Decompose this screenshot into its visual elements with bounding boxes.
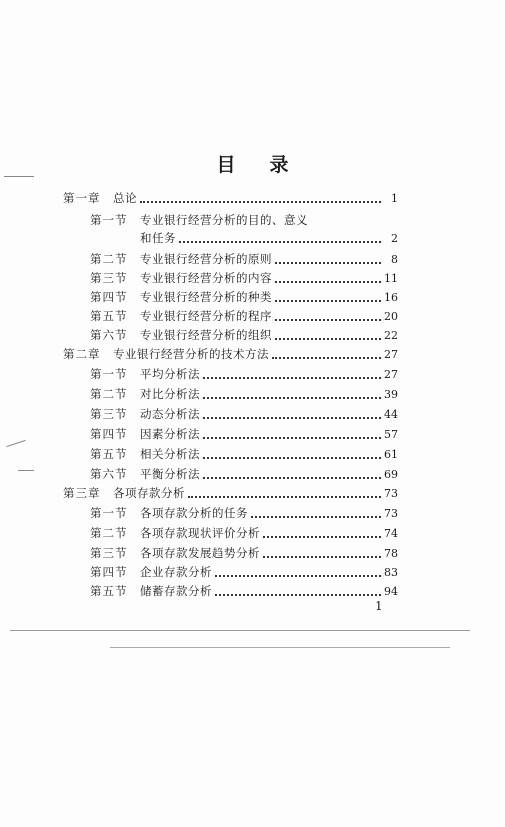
chapter-number: 第二章 (63, 347, 101, 361)
entry-title: 平衡分析法 (140, 467, 200, 481)
toc-section-entry[interactable] (90, 308, 398, 325)
section-number: 第三节 (90, 407, 128, 421)
page-number: 16 (384, 291, 398, 304)
scan-edge-line (110, 647, 450, 648)
section-number: 第一节 (90, 367, 128, 381)
section-number: 第五节 (90, 309, 128, 323)
section-number: 第三节 (90, 546, 128, 560)
leader-dots (275, 280, 381, 283)
scan-mark (18, 470, 34, 471)
page-number: 11 (384, 272, 398, 285)
toc-section-entry[interactable] (90, 327, 398, 344)
entry-title: 专业银行经营分析的种类 (140, 290, 272, 304)
page-number: 2 (391, 232, 398, 245)
leader-dots (179, 240, 381, 243)
entry-title: 动态分析法 (140, 407, 200, 421)
toc-chapter-entry[interactable] (63, 346, 398, 363)
entry-title: 因素分析法 (140, 427, 200, 441)
page-number: 74 (384, 527, 398, 540)
section-number: 第四节 (90, 427, 128, 441)
entry-title: 总论 (113, 191, 137, 205)
section-number: 第一节 (90, 506, 128, 520)
toc-section-entry-continuation[interactable] (140, 230, 398, 247)
leader-dots (140, 200, 381, 203)
page-number: 27 (384, 368, 398, 381)
page-number: 69 (384, 468, 398, 481)
entry-title: 各项存款分析 (113, 486, 185, 500)
leader-dots (203, 416, 381, 419)
page-number: 20 (384, 310, 398, 323)
section-number: 第二节 (90, 526, 128, 540)
toc-section-entry[interactable] (90, 270, 398, 287)
page-number: 73 (384, 487, 398, 500)
entry-title: 对比分析法 (140, 387, 200, 401)
toc-chapter-entry[interactable] (63, 190, 398, 207)
section-number: 第三节 (90, 271, 128, 285)
leader-dots (203, 436, 381, 439)
toc-section-entry[interactable] (90, 505, 398, 522)
leader-dots (272, 356, 381, 359)
toc-section-entry[interactable] (90, 564, 398, 581)
section-number: 第五节 (90, 584, 128, 598)
leader-dots (263, 535, 381, 538)
toc-section-entry[interactable] (90, 545, 398, 562)
toc-section-entry[interactable] (90, 446, 398, 463)
leader-dots (275, 337, 381, 340)
page-number: 22 (384, 329, 398, 342)
page-number: 73 (384, 507, 398, 520)
entry-title: 和任务 (140, 231, 176, 245)
leader-dots (215, 593, 381, 596)
toc-section-entry[interactable] (90, 251, 398, 268)
page-number: 57 (384, 428, 398, 441)
entry-title: 各项存款分析的任务 (140, 506, 248, 520)
leader-dots (275, 299, 381, 302)
section-number: 第五节 (90, 447, 128, 461)
toc-section-entry[interactable] (90, 466, 398, 483)
leader-dots (203, 376, 381, 379)
chapter-number: 第一章 (63, 191, 101, 205)
page-number: 44 (384, 408, 398, 421)
section-number: 第二节 (90, 387, 128, 401)
toc-section-entry[interactable] (90, 583, 398, 600)
leader-dots (275, 261, 381, 264)
page-number: 94 (384, 585, 398, 598)
toc-chapter-entry[interactable] (63, 485, 398, 502)
page-number: 27 (384, 348, 398, 361)
page-number: 83 (384, 566, 398, 579)
title-char-2: 录 (269, 154, 289, 176)
title-char-1: 目 (216, 154, 236, 176)
entry-title: 储蓄存款分析 (140, 584, 212, 598)
section-number: 第四节 (90, 565, 128, 579)
leader-dots (203, 456, 381, 459)
section-number: 第六节 (90, 467, 128, 481)
entry-title: 专业银行经营分析的目的、意义 (140, 213, 308, 227)
leader-dots (263, 555, 381, 558)
page-number: 39 (384, 388, 398, 401)
entry-title: 各项存款现状评价分析 (140, 526, 260, 540)
leader-dots (275, 318, 381, 321)
chapter-number: 第三章 (63, 486, 101, 500)
entry-title: 专业银行经营分析的原则 (140, 252, 272, 266)
leader-dots (203, 396, 381, 399)
section-number: 第一节 (90, 213, 128, 227)
entry-title: 相关分析法 (140, 447, 200, 461)
page-number: 61 (384, 448, 398, 461)
entry-title: 各项存款发展趋势分析 (140, 546, 260, 560)
page-number: 8 (391, 253, 398, 266)
leader-dots (251, 515, 381, 518)
toc-section-entry[interactable] (90, 406, 398, 423)
scan-mark (4, 176, 34, 177)
toc-section-entry[interactable] (90, 212, 398, 228)
leader-dots (188, 495, 381, 498)
toc-section-entry[interactable] (90, 386, 398, 403)
entry-title: 专业银行经营分析的组织 (140, 328, 272, 342)
entry-title: 专业银行经营分析的技术方法 (113, 347, 269, 361)
folio-page-number: 1 (375, 599, 383, 613)
scan-edge-line (10, 630, 470, 631)
leader-dots (215, 574, 381, 577)
section-number: 第六节 (90, 328, 128, 342)
entry-title: 平均分析法 (140, 367, 200, 381)
page-number: 78 (384, 547, 398, 560)
entry-title: 专业银行经营分析的程序 (140, 309, 272, 323)
toc-section-entry[interactable] (90, 426, 398, 443)
toc-section-entry[interactable] (90, 289, 398, 306)
leader-dots (203, 476, 381, 479)
toc-section-entry[interactable] (90, 366, 398, 383)
toc-section-entry[interactable] (90, 525, 398, 542)
section-number: 第四节 (90, 290, 128, 304)
page-number: 1 (391, 192, 398, 205)
entry-title: 企业存款分析 (140, 565, 212, 579)
section-number: 第二节 (90, 252, 128, 266)
entry-title: 专业银行经营分析的内容 (140, 271, 272, 285)
